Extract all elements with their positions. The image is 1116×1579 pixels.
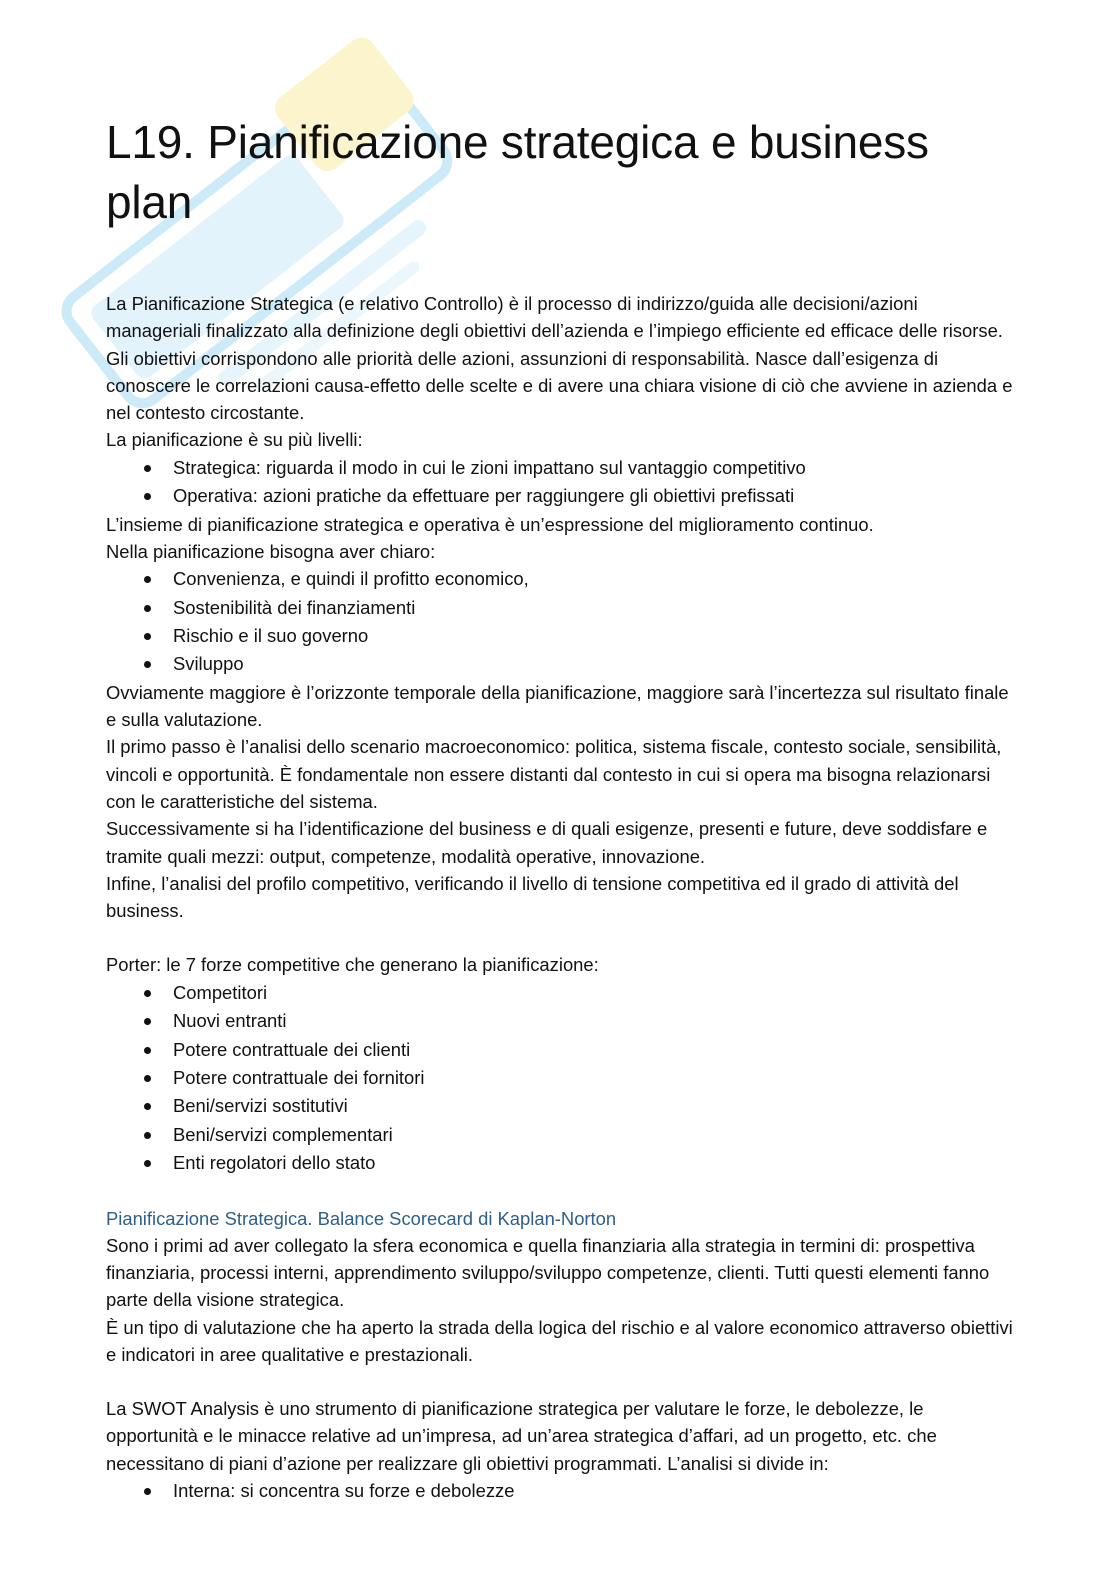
swot-paragraph: La SWOT Analysis è uno strumento di pianificazione strategica per valutare le forze, le debolezze, le opportunità e le minacce relative ad un’impresa, ad un’area strategica d’affari, ad un progetto, etc. che necessitano di piani d’azione per realizzare gli obiettivi programmati. L’analisi si divide in:: [106, 1398, 937, 1474]
page-title: L19. Pianificazione strategica e business plan: [106, 116, 929, 228]
list-item: Nuovi entranti: [106, 1007, 1016, 1035]
list-item: Potere contrattuale dei clienti: [106, 1036, 1016, 1064]
list-item: Competitori: [106, 979, 1016, 1007]
intro-paragraph: La Pianificazione Strategica (e relativo Controllo) è il processo di indirizzo/guida alle decisioni/azioni manageriali finalizzato alla definizione degli obiettivi dell’azienda e l’impiego efficiente ed efficace delle risorse. Gli obiettivi corrispondono alle priorità delle azioni, assunzioni di responsabilità. Nasce dall’esigenza di conoscere le correlazioni causa-effetto delle scelte e di avere una chiara visione di ciò che avviene in azienda e nel contesto circostante.: [106, 293, 1013, 424]
levels-intro: La pianificazione è su più livelli:: [106, 429, 363, 451]
next-step-paragraph: Successivamente si ha l’identificazione del business e di quali esigenze, presenti e future, deve soddisfare e tramite quali mezzi: output, competenze, modalità operative, innovazione.: [106, 818, 988, 867]
horizon-paragraph: Ovviamente maggiore è l’orizzonte temporale della pianificazione, maggiore sarà l’incertezza sul risultato finale e sulla valutazione.: [106, 681, 1009, 731]
list-item: Sviluppo: [106, 650, 1016, 678]
list-item: Sostenibilità dei finanziamenti: [106, 594, 1016, 622]
list-item: Interna: si concentra su forze e debolezze: [106, 1477, 1016, 1505]
first-step-paragraph: Il primo passo è l’analisi dello scenario macroeconomico: politica, sistema fiscale, contesto sociale, sensibilità, vincoli e opportunità. È fondamentale non essere distanti dal contesto in cui si opera ma bisogna relazionarsi con le caratteristiche del sistema.: [106, 736, 1002, 812]
list-item: Operativa: azioni pratiche da effettuare per raggiungere gli obiettivi prefissati: [106, 482, 1016, 510]
bsc-paragraph-2: È un tipo di valutazione che ha aperto la strada della logica del rischio e al valore economico attraverso obiettivi e indicatori in aree qualitative e prestazionali.: [106, 1316, 1013, 1365]
bsc-heading: Pianificazione Strategica. Balance Scorecard di Kaplan-Norton: [106, 1207, 617, 1229]
clear-list: [106, 565, 1016, 679]
continuous-improvement-paragraph: L’insieme di pianificazione strategica e operativa è un’espressione del miglioramento continuo.: [106, 513, 874, 535]
list-item: Enti regolatori dello stato: [106, 1149, 1016, 1177]
list-item: Beni/servizi sostitutivi: [106, 1092, 1016, 1120]
spacer: [106, 1368, 1016, 1395]
list-item: Potere contrattuale dei fornitori: [106, 1064, 1016, 1092]
spacer: [106, 924, 1016, 951]
list-item: Rischio e il suo governo: [106, 622, 1016, 650]
levels-list: [106, 454, 1016, 511]
porter-forces-list: [106, 979, 1016, 1178]
clear-intro: Nella pianificazione bisogna aver chiaro:: [106, 540, 436, 562]
list-item: Beni/servizi complementari: [106, 1121, 1016, 1149]
bsc-paragraph-1: Sono i primi ad aver collegato la sfera economica e quella finanziaria alla strategia in termini di: prospettiva finanziaria, processi interni, apprendimento sviluppo/sviluppo competenze, clienti. Tutti questi elementi fanno parte della visione strategica.: [106, 1234, 990, 1311]
swot-list: [106, 1477, 1016, 1505]
list-item: Convenienza, e quindi il profitto economico,: [106, 565, 1016, 593]
spacer: [106, 1178, 1016, 1205]
porter-intro: Porter: le 7 forze competitive che generano la pianificazione:: [106, 954, 599, 976]
list-item: Strategica: riguarda il modo in cui le zioni impattano sul vantaggio competitivo: [106, 454, 1016, 482]
finally-paragraph: Infine, l’analisi del profilo competitivo, verificando il livello di tensione competitiva ed il grado di attività del business.: [106, 872, 959, 922]
